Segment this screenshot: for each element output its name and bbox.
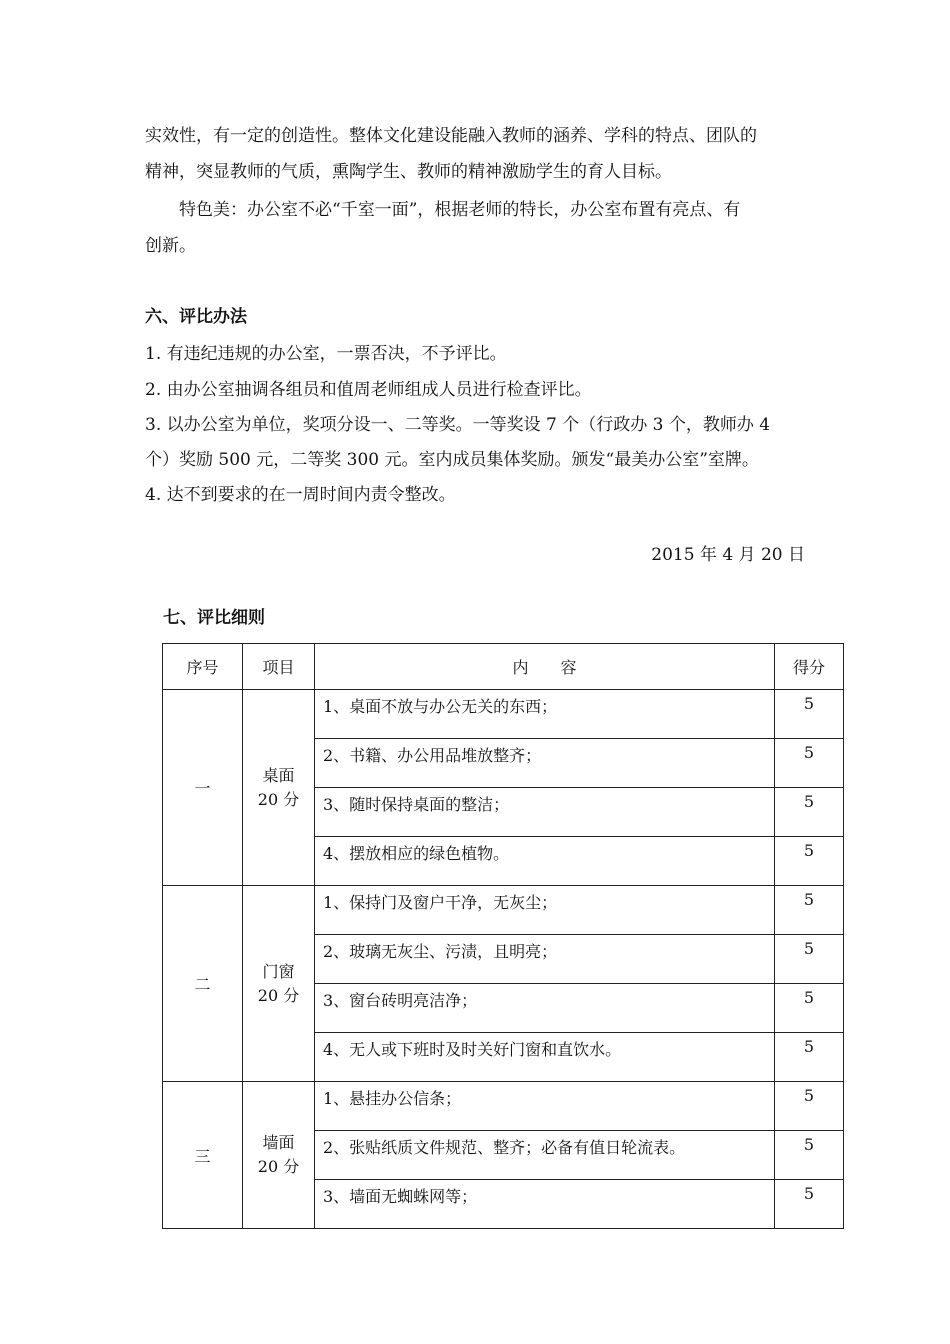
table-row <box>163 690 844 739</box>
item-name: 桌面 <box>262 765 295 785</box>
group-item <box>243 690 315 886</box>
criterion-text: 2、玻璃无灰尘、污渍，且明亮； <box>315 935 775 984</box>
intro-line-2: 精神，突显教师的气质，熏陶学生、教师的精神激励学生的育人目标。 <box>145 162 672 182</box>
criterion-text: 1、保持门及窗户干净，无灰尘； <box>315 886 775 935</box>
criterion-score: 5 <box>775 935 844 984</box>
intro-line-3: 特色美：办公室不必“千室一面”，根据老师的特长，办公室布置有亮点、有 <box>179 200 741 220</box>
criterion-text: 4、无人或下班时及时关好门窗和直饮水。 <box>315 1033 775 1082</box>
group-item <box>243 886 315 1082</box>
group-number: 一 <box>163 690 243 886</box>
section-6-item: 个）奖励 500 元，二等奖 300 元。室内成员集体奖励。颁发“最美办公室”室牌。 <box>145 450 759 470</box>
intro-line-4: 创新。 <box>145 236 196 256</box>
criterion-text: 3、随时保持桌面的整洁； <box>315 788 775 837</box>
group-number: 二 <box>163 886 243 1082</box>
item-score: 20 分 <box>257 789 300 809</box>
criterion-score: 5 <box>775 1180 844 1229</box>
criterion-text: 4、摆放相应的绿色植物。 <box>315 837 775 886</box>
criterion-score: 5 <box>775 788 844 837</box>
section-6-heading: 六、评比办法 <box>145 307 247 327</box>
group-item <box>243 1082 315 1229</box>
header-score: 得分 <box>775 644 844 690</box>
table-row <box>163 1082 844 1131</box>
item-score: 20 分 <box>257 985 300 1005</box>
criterion-score: 5 <box>775 1033 844 1082</box>
criterion-text: 1、悬挂办公信条； <box>315 1082 775 1131</box>
group-number: 三 <box>163 1082 243 1229</box>
section-6-item: 3. 以办公室为单位，奖项分设一、二等奖。一等奖设 7 个（行政办 3 个，教师办 4 <box>145 415 771 435</box>
criterion-text: 1、桌面不放与办公无关的东西； <box>315 690 775 739</box>
criterion-score: 5 <box>775 1131 844 1180</box>
criterion-text: 2、书籍、办公用品堆放整齐； <box>315 739 775 788</box>
criterion-text: 3、窗台砖明亮洁净； <box>315 984 775 1033</box>
table-header-row <box>163 644 844 690</box>
criterion-text: 3、墙面无蜘蛛网等； <box>315 1180 775 1229</box>
item-name: 门窗 <box>262 961 295 981</box>
criterion-score: 5 <box>775 984 844 1033</box>
criterion-score: 5 <box>775 690 844 739</box>
header-content: 内 容 <box>315 644 775 690</box>
header-number: 序号 <box>163 644 243 690</box>
scoring-table <box>162 643 844 1229</box>
item-name: 墙面 <box>262 1133 295 1152</box>
table-row <box>163 886 844 935</box>
section-6-item: 2. 由办公室抽调各组员和值周老师组成人员进行检查评比。 <box>145 380 592 400</box>
criterion-text: 2、张贴纸质文件规范、整齐；必备有值日轮流表。 <box>315 1131 775 1180</box>
criterion-score: 5 <box>775 739 844 788</box>
criterion-score: 5 <box>775 837 844 886</box>
intro-line-1: 实效性，有一定的创造性。整体文化建设能融入教师的涵养、学科的特点、团队的 <box>145 126 757 146</box>
section-6-item: 1. 有违纪违规的办公室，一票否决，不予评比。 <box>145 344 507 364</box>
criterion-score: 5 <box>775 886 844 935</box>
item-score: 20 分 <box>257 1157 300 1176</box>
section-7-heading: 七、评比细则 <box>163 608 265 628</box>
section-6-item: 4. 达不到要求的在一周时间内责令整改。 <box>145 485 456 505</box>
criterion-score: 5 <box>775 1082 844 1131</box>
document-date: 2015 年 4 月 20 日 <box>651 545 805 565</box>
header-item: 项目 <box>243 644 315 690</box>
